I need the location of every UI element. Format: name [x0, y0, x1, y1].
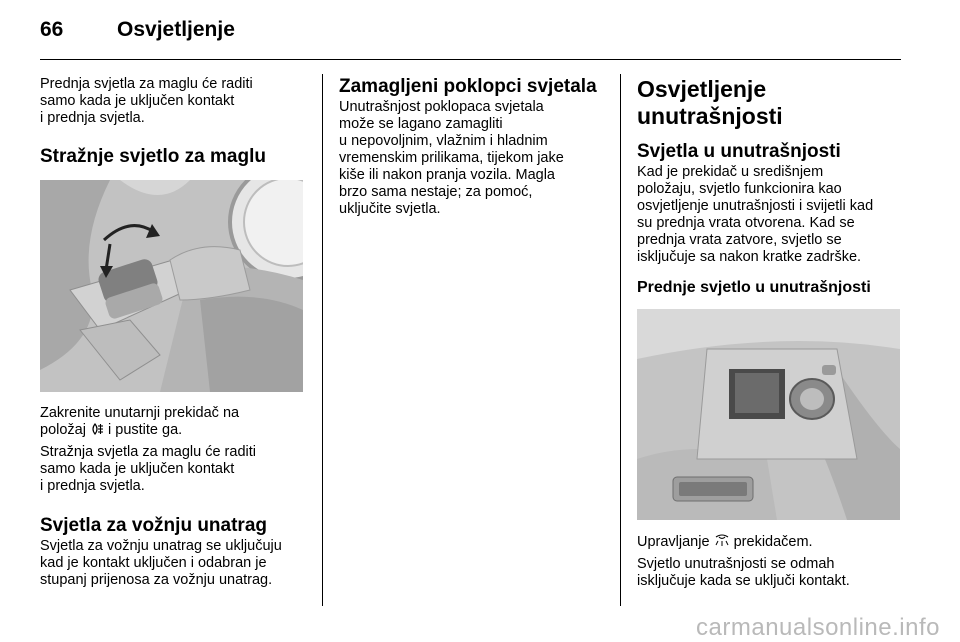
page-title: Osvjetljenje: [117, 18, 235, 41]
heading-front-interior-light: Prednje svjetlo u unutrašnjosti: [637, 279, 871, 296]
column-middle: [339, 76, 601, 223]
reversing-lights-paragraph: Svjetla za vožnju unatrag se uključuju kad je kontakt uključen i odabran je stupanj prijenosa za vožnju unatrag.: [40, 538, 282, 588]
watermark: carmanualsonline.info: [696, 614, 940, 641]
interior-light-icon: [714, 534, 730, 548]
rear-fog-switch-illustration: [40, 180, 303, 392]
column-divider-1: [322, 74, 323, 606]
rear-fog-light-icon: [90, 422, 104, 436]
heading-interior-lighting: Osvjetljenje unutrašnjosti: [637, 76, 783, 129]
control-paragraph: Upravljanje prekidačem.: [637, 534, 813, 550]
column-right: [637, 76, 905, 595]
header-rule: [40, 59, 901, 60]
interior-light-illustration: [637, 309, 900, 520]
ignition-off-paragraph: Svjetlo unutrašnjosti se odmah isključuje kada se uključi kontakt.: [637, 556, 850, 589]
column-left: [40, 76, 308, 594]
intro-paragraph: Prednja svjetla za maglu će raditi samo kada je uključen kontakt i prednja svjetla.: [40, 76, 253, 126]
heading-fogged-light-covers: Zamagljeni poklopci svjetala: [339, 76, 597, 97]
page-number: 66: [40, 18, 64, 41]
fogged-covers-paragraph: Unutrašnjost poklopaca svjetala može se lagano zamagliti u nepovoljnim, vlažnim i hladnim vremenskim prilikama, tijekom jake kiše ili nakon pranja vozila. Magla brzo sama nestaje; za pomoć, uključite svjetla.: [339, 99, 564, 217]
rear-fog-paragraph: Stražnja svjetla za maglu će raditi samo kada je uključen kontakt i prednja svjetla.: [40, 444, 256, 494]
rear-fog-switch-figure: [40, 180, 303, 392]
heading-rear-fog-light: Stražnje svjetlo za maglu: [40, 146, 266, 167]
heading-reversing-lights: Svjetla za vožnju unatrag: [40, 515, 267, 536]
rotate-switch-caption: Zakrenite unutarnji prekidač na položaj i pustite ga.: [40, 405, 240, 438]
column-divider-2: [620, 74, 621, 606]
heading-courtesy-light: Svjetla u unutrašnjosti: [637, 141, 841, 162]
courtesy-light-paragraph: Kad je prekidač u središnjem položaju, svjetlo funkcionira kao osvjetljenje unutrašnjosti i svijetli kad su prednja vrata otvorena. Kad se prednja vrata zatvore, svjetlo se isključuje sa nakon kratke zadrške.: [637, 164, 874, 265]
interior-light-figure: [637, 309, 900, 520]
